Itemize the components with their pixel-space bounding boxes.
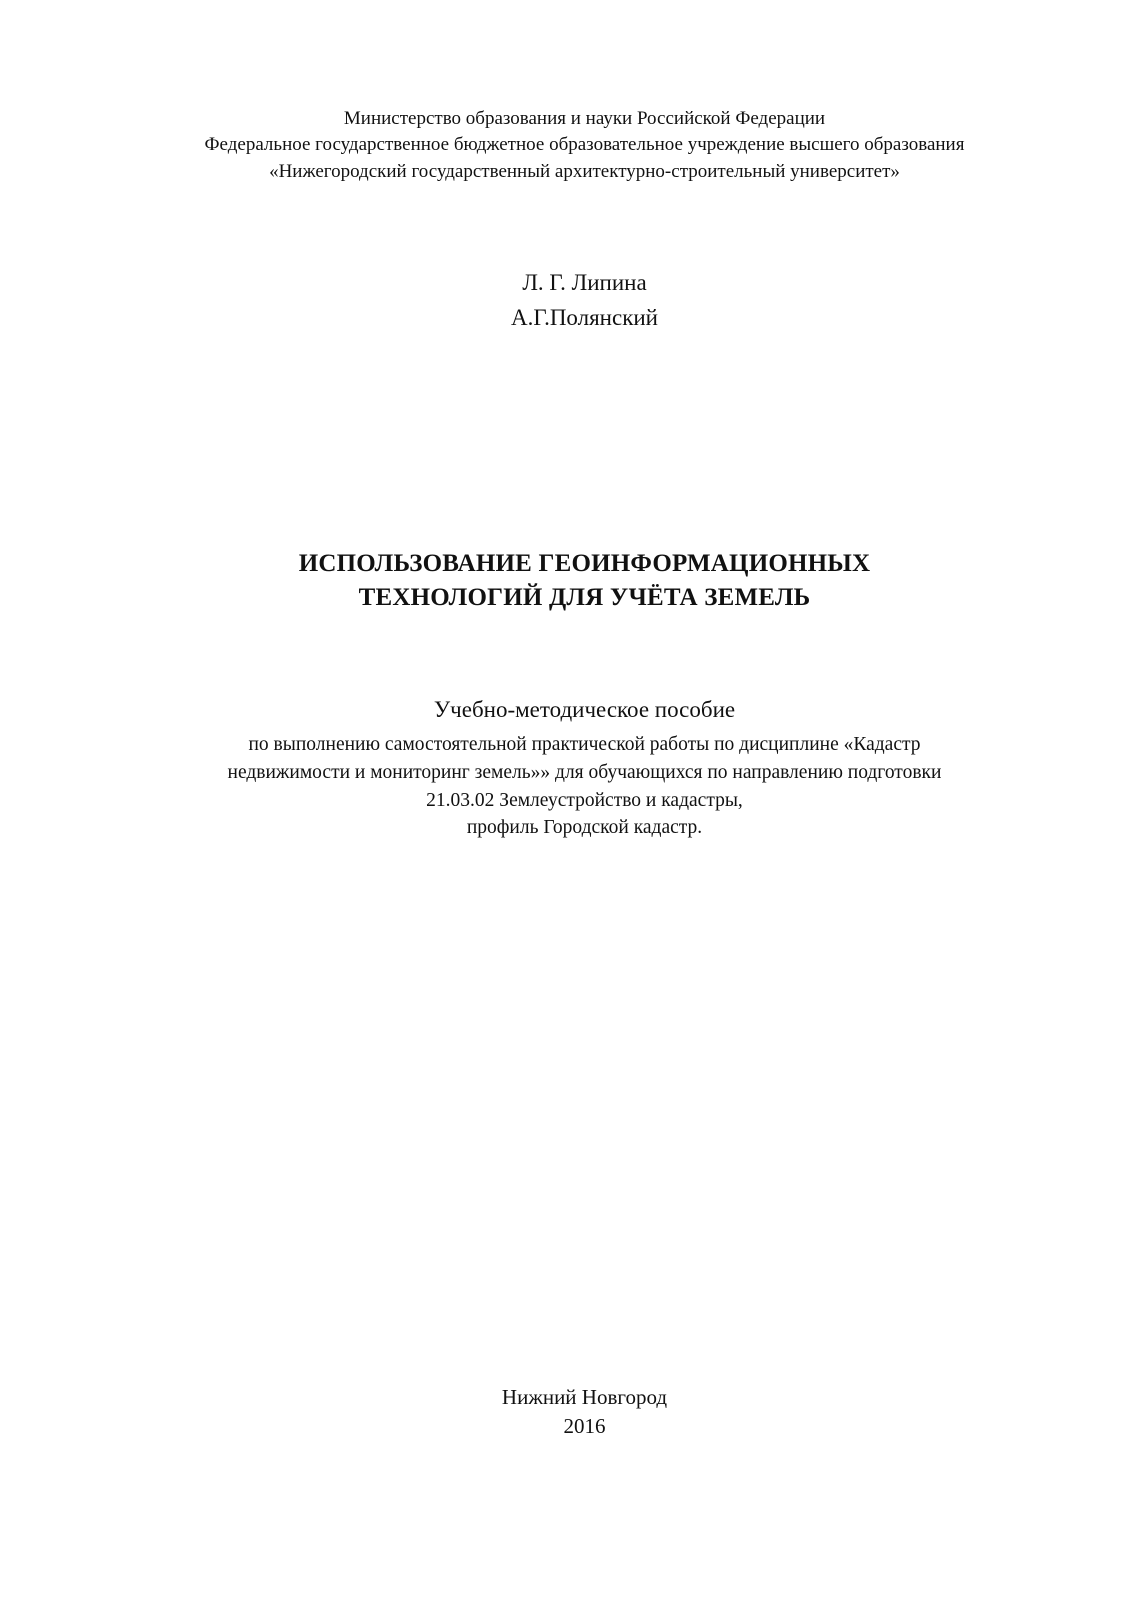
institution-type: Федеральное государственное бюджетное образовательное учреждение высшего образования: [204, 134, 965, 155]
ministry-name: Министерство образования и науки Российской Федерации: [343, 108, 826, 129]
description-line-1: по выполнению самостоятельной практической работы по дисциплине «Кадастр: [248, 734, 921, 755]
university-name: «Нижегородский государственный архитектурно-строительный университет»: [269, 161, 900, 182]
document-type: Учебно-методическое пособие: [433, 697, 736, 722]
document-title-line-2: ТЕХНОЛОГИЙ ДЛЯ УЧЁТА ЗЕМЕЛЬ: [358, 584, 811, 611]
publication-year: 2016: [563, 1414, 606, 1438]
description-line-2: недвижимости и мониторинг земель»» для обучающихся по направлению подготовки: [227, 762, 942, 783]
author-1: Л. Г. Липина: [522, 270, 647, 295]
author-2: А.Г.Полянский: [511, 305, 658, 330]
document-title-line-1: ИСПОЛЬЗОВАНИЕ ГЕОИНФОРМАЦИОННЫХ: [298, 550, 871, 577]
description-line-4: профиль Городской кадастр.: [466, 817, 703, 838]
description-line-3: 21.03.02 Землеустройство и кадастры,: [426, 790, 743, 811]
publication-city: Нижний Новгород: [501, 1385, 668, 1409]
